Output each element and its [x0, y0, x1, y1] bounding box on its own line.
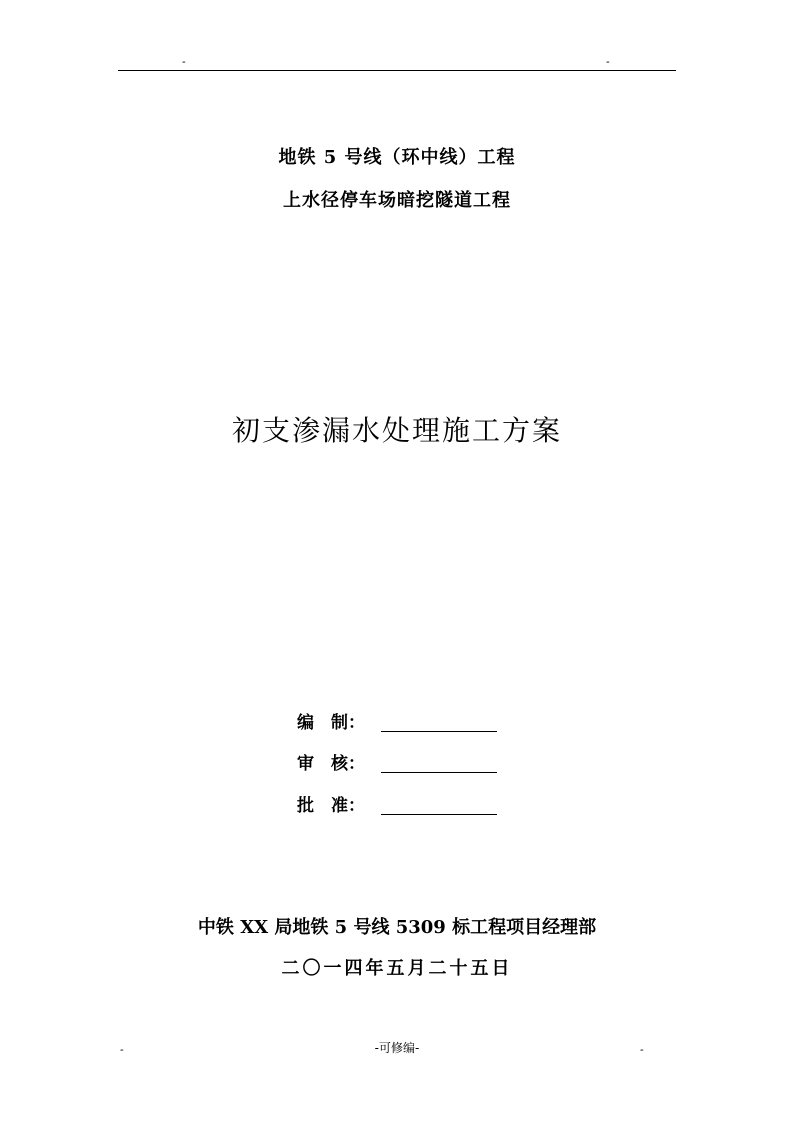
document-date: 二〇一四年五月二十五日 — [281, 958, 513, 979]
header-left-mark: - — [182, 56, 186, 68]
header-rule — [118, 70, 676, 71]
footer-center-text: -可修编- — [374, 1041, 420, 1055]
footer-right-mark: - — [640, 1044, 644, 1056]
header-right-mark: - — [606, 56, 610, 68]
project-name-line-1: 地铁 5 号线（环中线）工程 — [278, 147, 516, 168]
project-name-line-2: 上水径停车场暗挖隧道工程 — [283, 190, 511, 211]
footer-left-mark: - — [120, 1044, 124, 1056]
signature-blank-approve — [381, 794, 497, 815]
signature-label-review: 审 核： — [297, 754, 365, 774]
signature-blank-review — [381, 752, 497, 773]
signature-row-compile — [297, 710, 497, 734]
signature-label-compile: 编 制： — [297, 713, 365, 733]
signature-row-review — [297, 751, 497, 775]
document-title: 初支渗漏水处理施工方案 — [231, 414, 562, 447]
organization-name: 中铁 XX 局地铁 5 号线 5309 标工程项目经理部 — [197, 917, 597, 938]
signature-label-approve: 批 准： — [297, 796, 365, 816]
signature-blank-compile — [381, 711, 497, 732]
signature-row-approve — [297, 793, 497, 817]
